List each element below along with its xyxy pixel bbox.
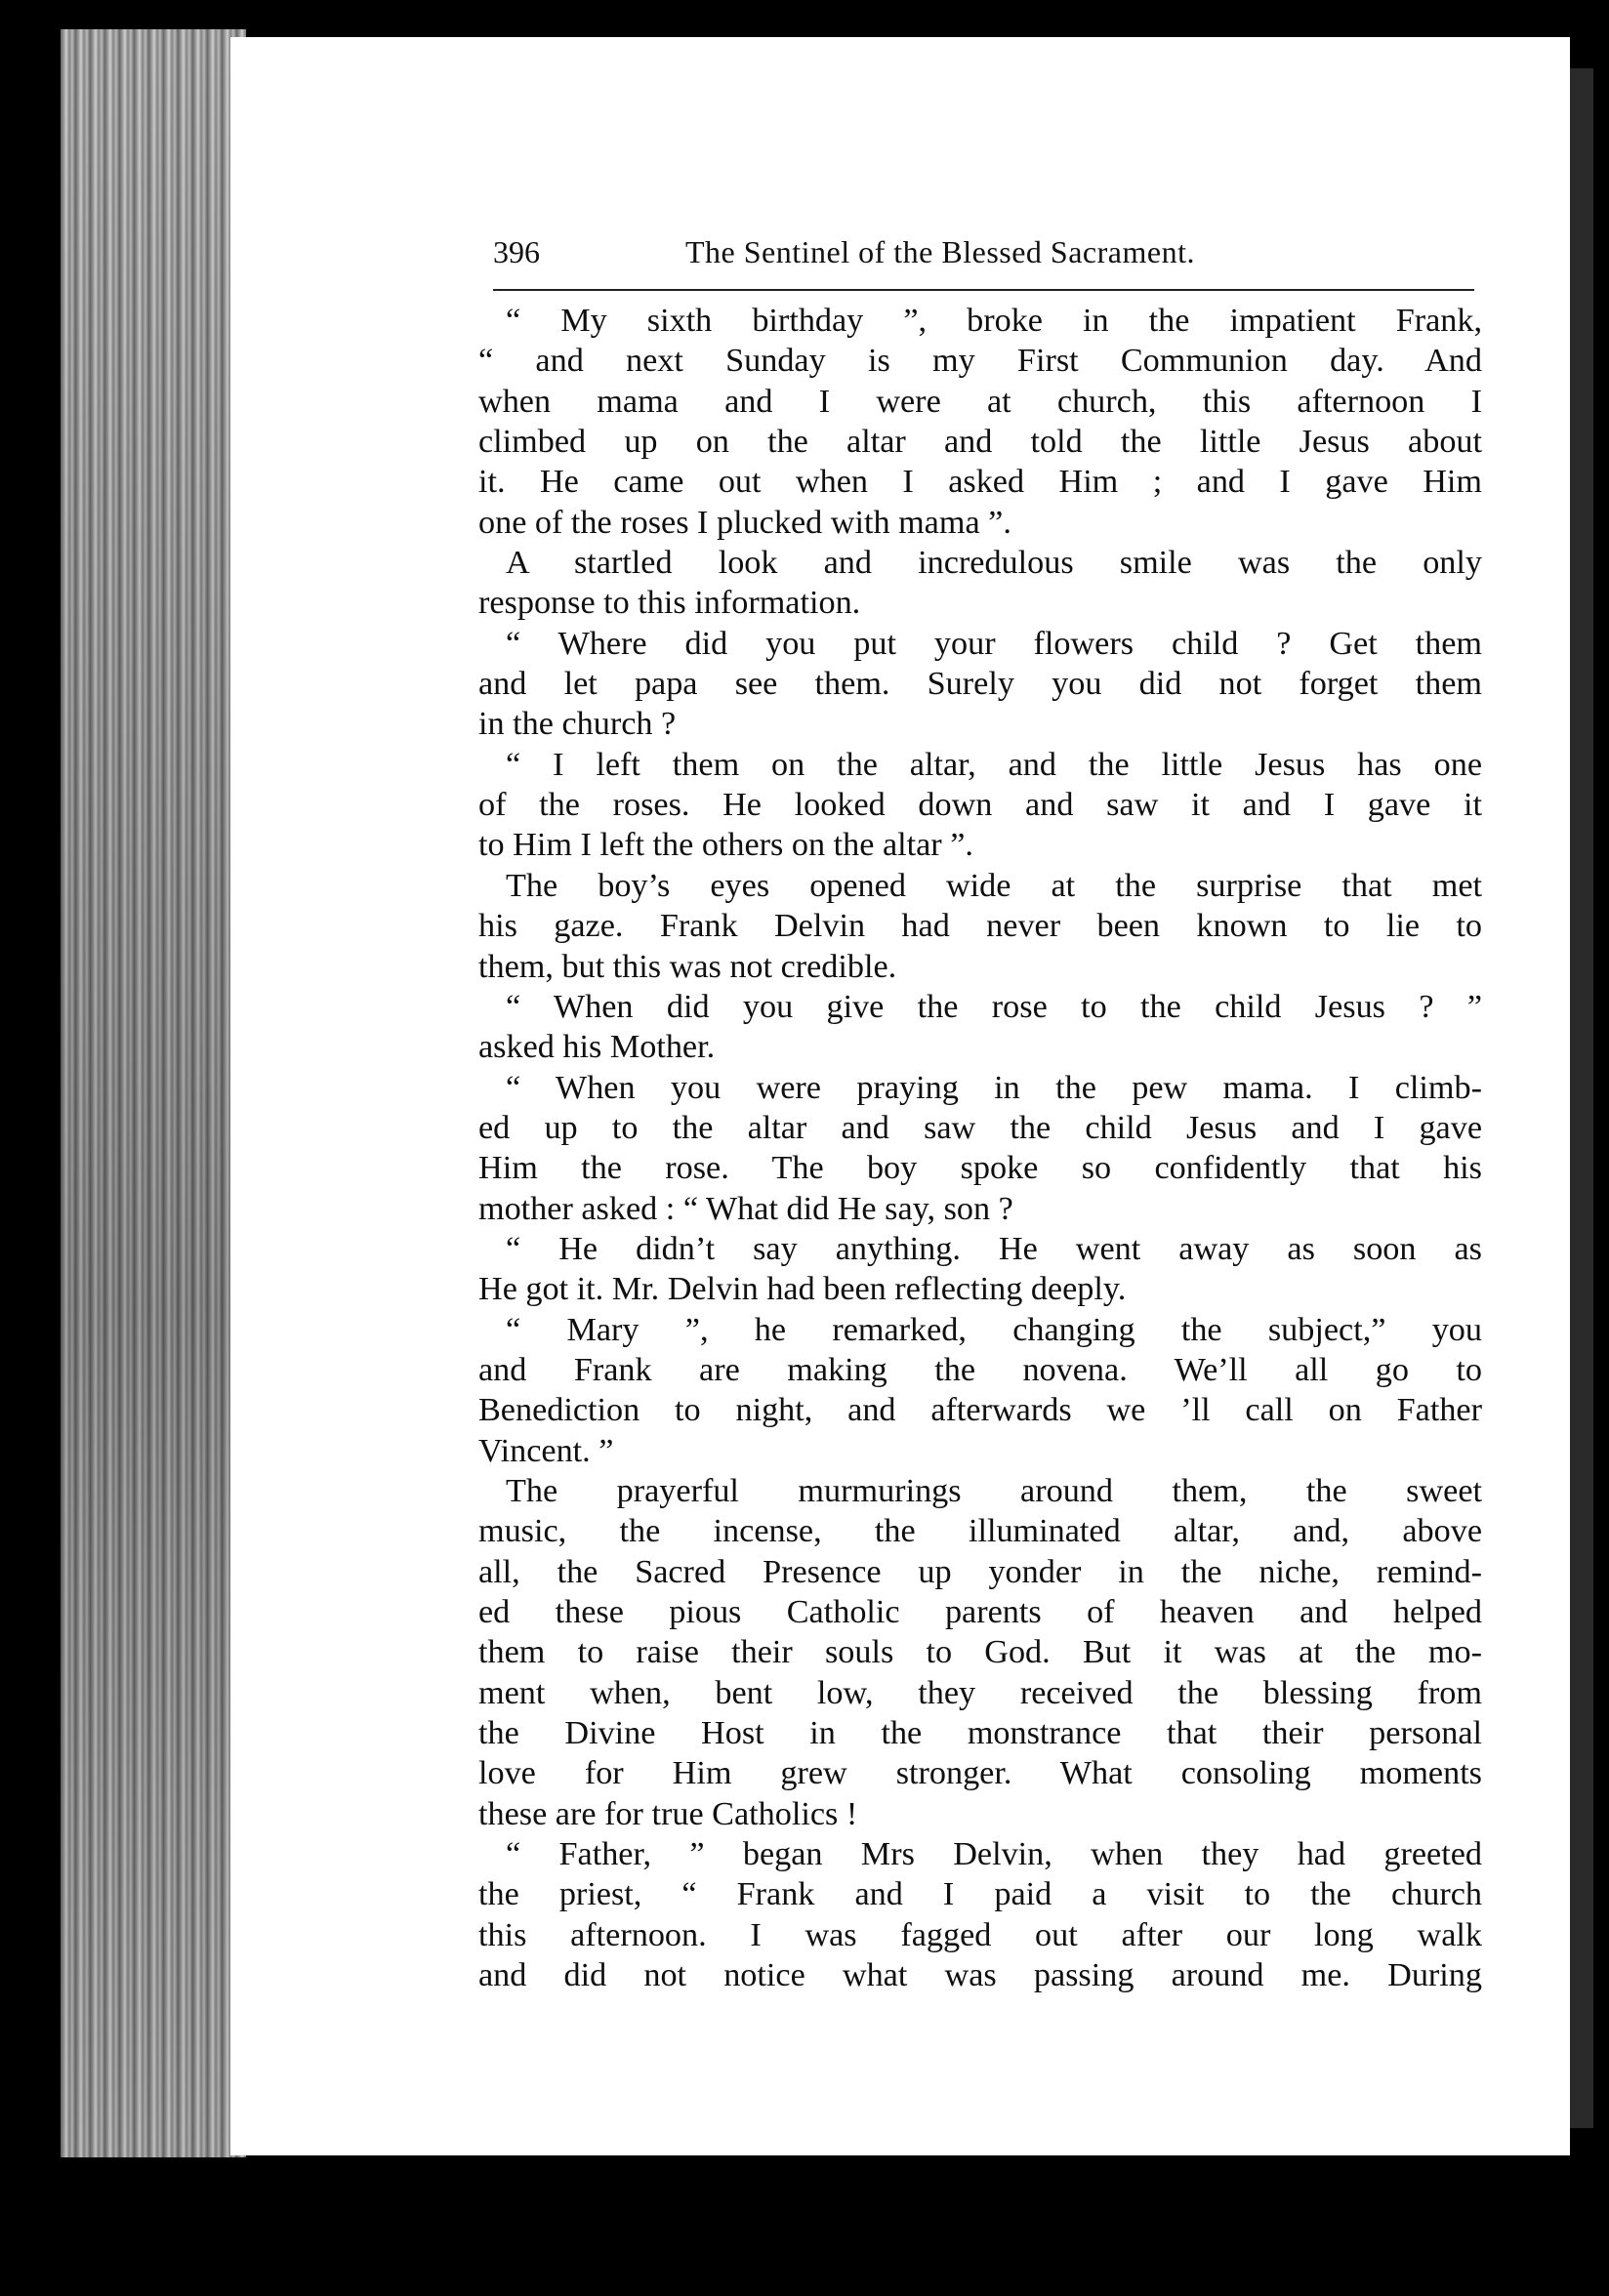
text-line: “ When did you give the rose to the child Jesus ? ” xyxy=(506,988,1482,1025)
text-line: response to this information. xyxy=(478,585,861,622)
text-line: “ He didn’t say anything. He went away as soon as xyxy=(506,1230,1482,1267)
text-line: music, the incense, the illuminated altar, and, above xyxy=(478,1513,1482,1550)
header-rule xyxy=(493,289,1474,291)
text-line: “ Mary ”, he remarked, changing the subject,” you xyxy=(506,1311,1482,1348)
text-line: and let papa see them. Surely you did not forget them xyxy=(478,666,1482,703)
text-line: A startled look and incredulous smile was the only xyxy=(506,545,1482,582)
text-line: them to raise their souls to God. But it was at the mo- xyxy=(478,1634,1482,1671)
text-line: to Him I left the others on the altar ”. xyxy=(478,827,973,864)
text-line: ment when, bent low, they received the blessing from xyxy=(478,1674,1482,1711)
text-line: Benediction to night, and afterwards we ’ll call on Father xyxy=(478,1392,1482,1429)
text-line: climbed up on the altar and told the little Jesus about xyxy=(478,424,1482,461)
text-line: Vincent. ” xyxy=(478,1432,614,1469)
text-line: and Frank are making the novena. We’ll all go to xyxy=(478,1351,1482,1388)
text-line: He got it. Mr. Delvin had been reflecting deeply. xyxy=(478,1271,1127,1308)
page-edges-shade xyxy=(61,29,246,2157)
text-line: “ I left them on the altar, and the little Jesus has one xyxy=(506,746,1482,783)
text-line: the priest, “ Frank and I paid a visit to the church xyxy=(478,1876,1482,1913)
text-line: all, the Sacred Presence up yonder in the niche, remind- xyxy=(478,1553,1482,1590)
text-line: “ My sixth birthday ”, broke in the impatient Frank, xyxy=(506,303,1482,339)
text-line: this afternoon. I was fagged out after our long walk xyxy=(478,1916,1482,1953)
text-line: mother asked : “ What did He say, son ? xyxy=(478,1190,1013,1227)
text-line: it. He came out when I asked Him ; and I gave Him xyxy=(478,464,1482,501)
text-line: one of the roses I plucked with mama ”. xyxy=(478,504,1011,541)
text-line: the Divine Host in the monstrance that their personal xyxy=(478,1715,1482,1752)
text-line: “ Father, ” began Mrs Delvin, when they had greeted xyxy=(506,1836,1482,1873)
text-line: his gaze. Frank Delvin had never been known to lie to xyxy=(478,908,1482,945)
text-line: ed up to the altar and saw the child Jesus and I gave xyxy=(478,1109,1482,1146)
text-line: love for Him grew stronger. What consoling moments xyxy=(478,1755,1482,1792)
text-line: ed these pious Catholic parents of heaven and helped xyxy=(478,1594,1482,1630)
text-line: Him the rose. The boy spoke so confidently that his xyxy=(478,1150,1482,1187)
adjacent-leaf-strip xyxy=(1570,68,1593,2128)
text-line: asked his Mother. xyxy=(478,1029,716,1066)
text-line: when mama and I were at church, this afternoon I xyxy=(478,383,1482,420)
text-line: The prayerful murmurings around them, the sweet xyxy=(506,1472,1482,1509)
text-line: “ When you were praying in the pew mama. I climb- xyxy=(506,1069,1482,1106)
page-header xyxy=(493,234,1479,289)
text-line: in the church ? xyxy=(478,706,677,743)
text-line: and did not notice what was passing around me. During xyxy=(478,1957,1482,1994)
body-text xyxy=(478,301,1482,1995)
running-title: The Sentinel of the Blessed Sacrament. xyxy=(685,234,1195,269)
text-line: The boy’s eyes opened wide at the surprise that met xyxy=(506,867,1482,904)
text-line: these are for true Catholics ! xyxy=(478,1795,858,1832)
page-number: 396 xyxy=(493,234,540,269)
text-line: of the roses. He looked down and saw it and I gave it xyxy=(478,787,1482,824)
text-line: “ and next Sunday is my First Communion day. And xyxy=(478,343,1482,380)
text-line: “ Where did you put your flowers child ? Get them xyxy=(506,625,1482,662)
text-line: them, but this was not credible. xyxy=(478,948,897,985)
